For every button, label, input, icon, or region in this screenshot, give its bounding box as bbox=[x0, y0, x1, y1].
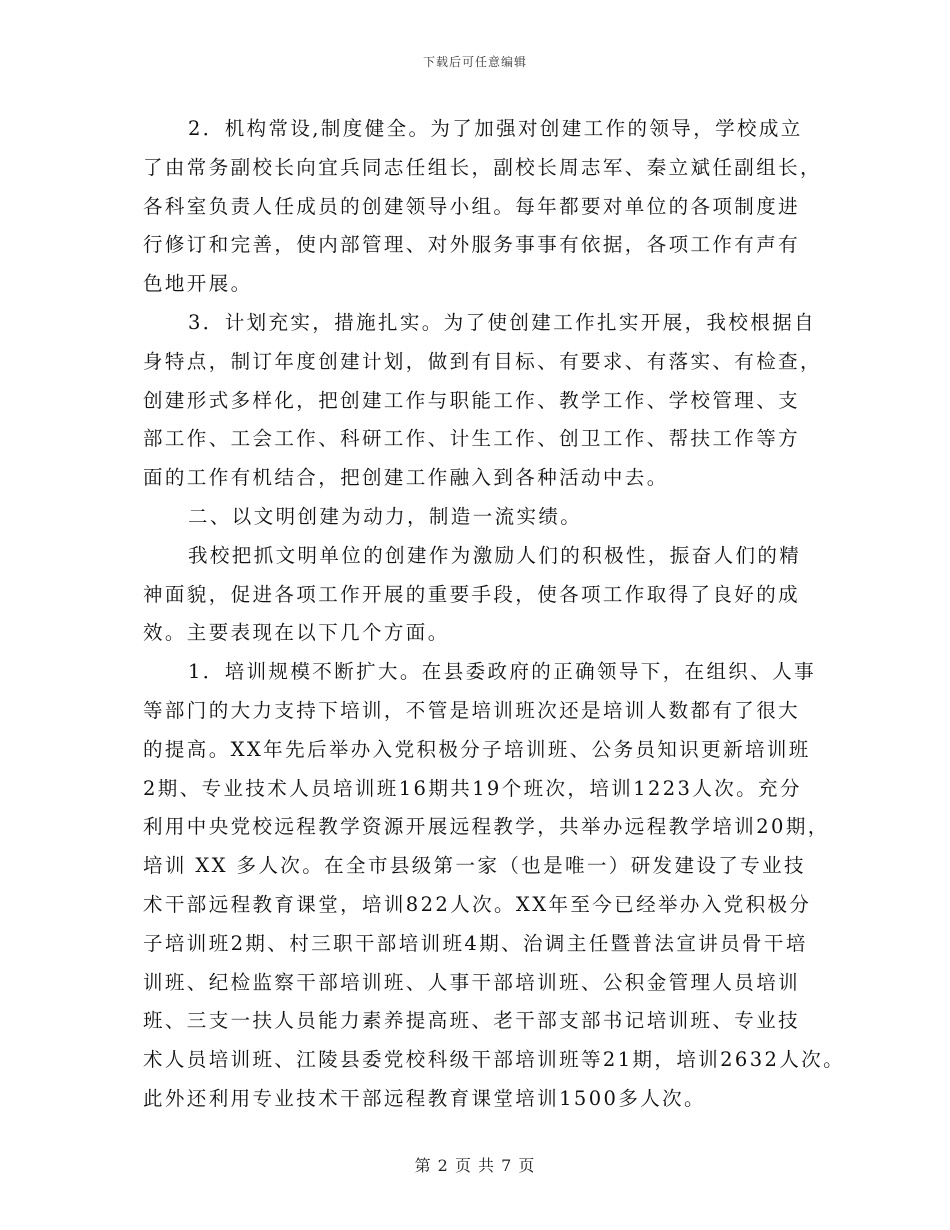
text-line: 2期、专业技术人员培训班16期共19个班次，培训1223人次。充分 bbox=[143, 776, 802, 800]
text-line: 利用中央党校远程教学资源开展远程教学，共举办远程教学培训20期， bbox=[143, 815, 830, 839]
page-number: 第 2 页 共 7 页 bbox=[414, 1156, 536, 1175]
text-line: 子培训班2期、村三职干部培训班4期、治调主任暨普法宣讲员骨干培 bbox=[143, 931, 808, 955]
text-line: 我校把抓文明单位的创建作为激励人们的积极性，振奋人们的精 bbox=[188, 543, 802, 567]
text-line: 身特点，制订年度创建计划，做到有目标、有要求、有落实、有检查， bbox=[143, 349, 822, 373]
text-line: 效。主要表现在以下几个方面。 bbox=[143, 621, 450, 645]
text-line: 等部门的大力支持下培训，不管是培训班次还是培训人数都有了很大 bbox=[143, 698, 801, 722]
text-line: 2．机构常设,制度健全。为了加强对创建工作的领导，学校成立 bbox=[188, 117, 803, 140]
text-line: 3．计划充实，措施扎实。为了使创建工作扎实开展，我校根据自 bbox=[188, 310, 817, 334]
text-line: 创建形式多样化，把创建工作与职能工作、教学工作、学校管理、支 bbox=[143, 388, 801, 412]
page-header: 下载后可任意编辑 bbox=[422, 55, 527, 69]
text-line: 1．培训规模不断扩大。在县委政府的正确领导下，在组织、人事 bbox=[188, 660, 817, 684]
text-line: 了由常务副校长向宜兵同志任组长，副校长周志军、秦立斌任副组长， bbox=[143, 155, 822, 179]
text-line: 色地开展。 bbox=[143, 272, 253, 296]
document-body bbox=[143, 110, 846, 1119]
text-line: 培训 XX 多人次。在全市县级第一家（也是唯一）研发建设了专业技 bbox=[143, 854, 806, 878]
text-line: 术人员培训班、江陵县委党校科级干部培训班等21期，培训2632人次。 bbox=[143, 1048, 846, 1072]
text-line: 此外还利用专业技术干部远程教育课堂培训1500多人次。 bbox=[143, 1086, 706, 1110]
text-line: 神面貌，促进各项工作开展的重要手段，使各项工作取得了良好的成 bbox=[143, 582, 801, 606]
text-line: 训班、纪检监察干部培训班、人事干部培训班、公积金管理人员培训 bbox=[143, 970, 801, 994]
text-line: 各科室负责人任成员的创建领导小组。每年都要对单位的各项制度进 bbox=[143, 194, 801, 218]
text-line: 面的工作有机结合，把创建工作融入到各种活动中去。 bbox=[143, 466, 669, 490]
text-line: 术干部远程教育课堂，培训822人次。XX年至今已经举办入党积极分 bbox=[143, 892, 812, 916]
text-line: 行修订和完善，使内部管理、对外服务事事有依据，各项工作有声有 bbox=[143, 233, 801, 257]
text-line: 的提高。XX年先后举办入党积极分子培训班、公务员知识更新培训班 bbox=[143, 737, 811, 761]
text-line: 部工作、工会工作、科研工作、计生工作、创卫工作、帮扶工作等方 bbox=[143, 427, 801, 451]
text-line: 班、三支一扶人员能力素养提高班、老干部支部书记培训班、专业技 bbox=[143, 1009, 801, 1033]
section-heading: 二、以文明创建为动力，制造一流实绩。 bbox=[188, 504, 583, 528]
